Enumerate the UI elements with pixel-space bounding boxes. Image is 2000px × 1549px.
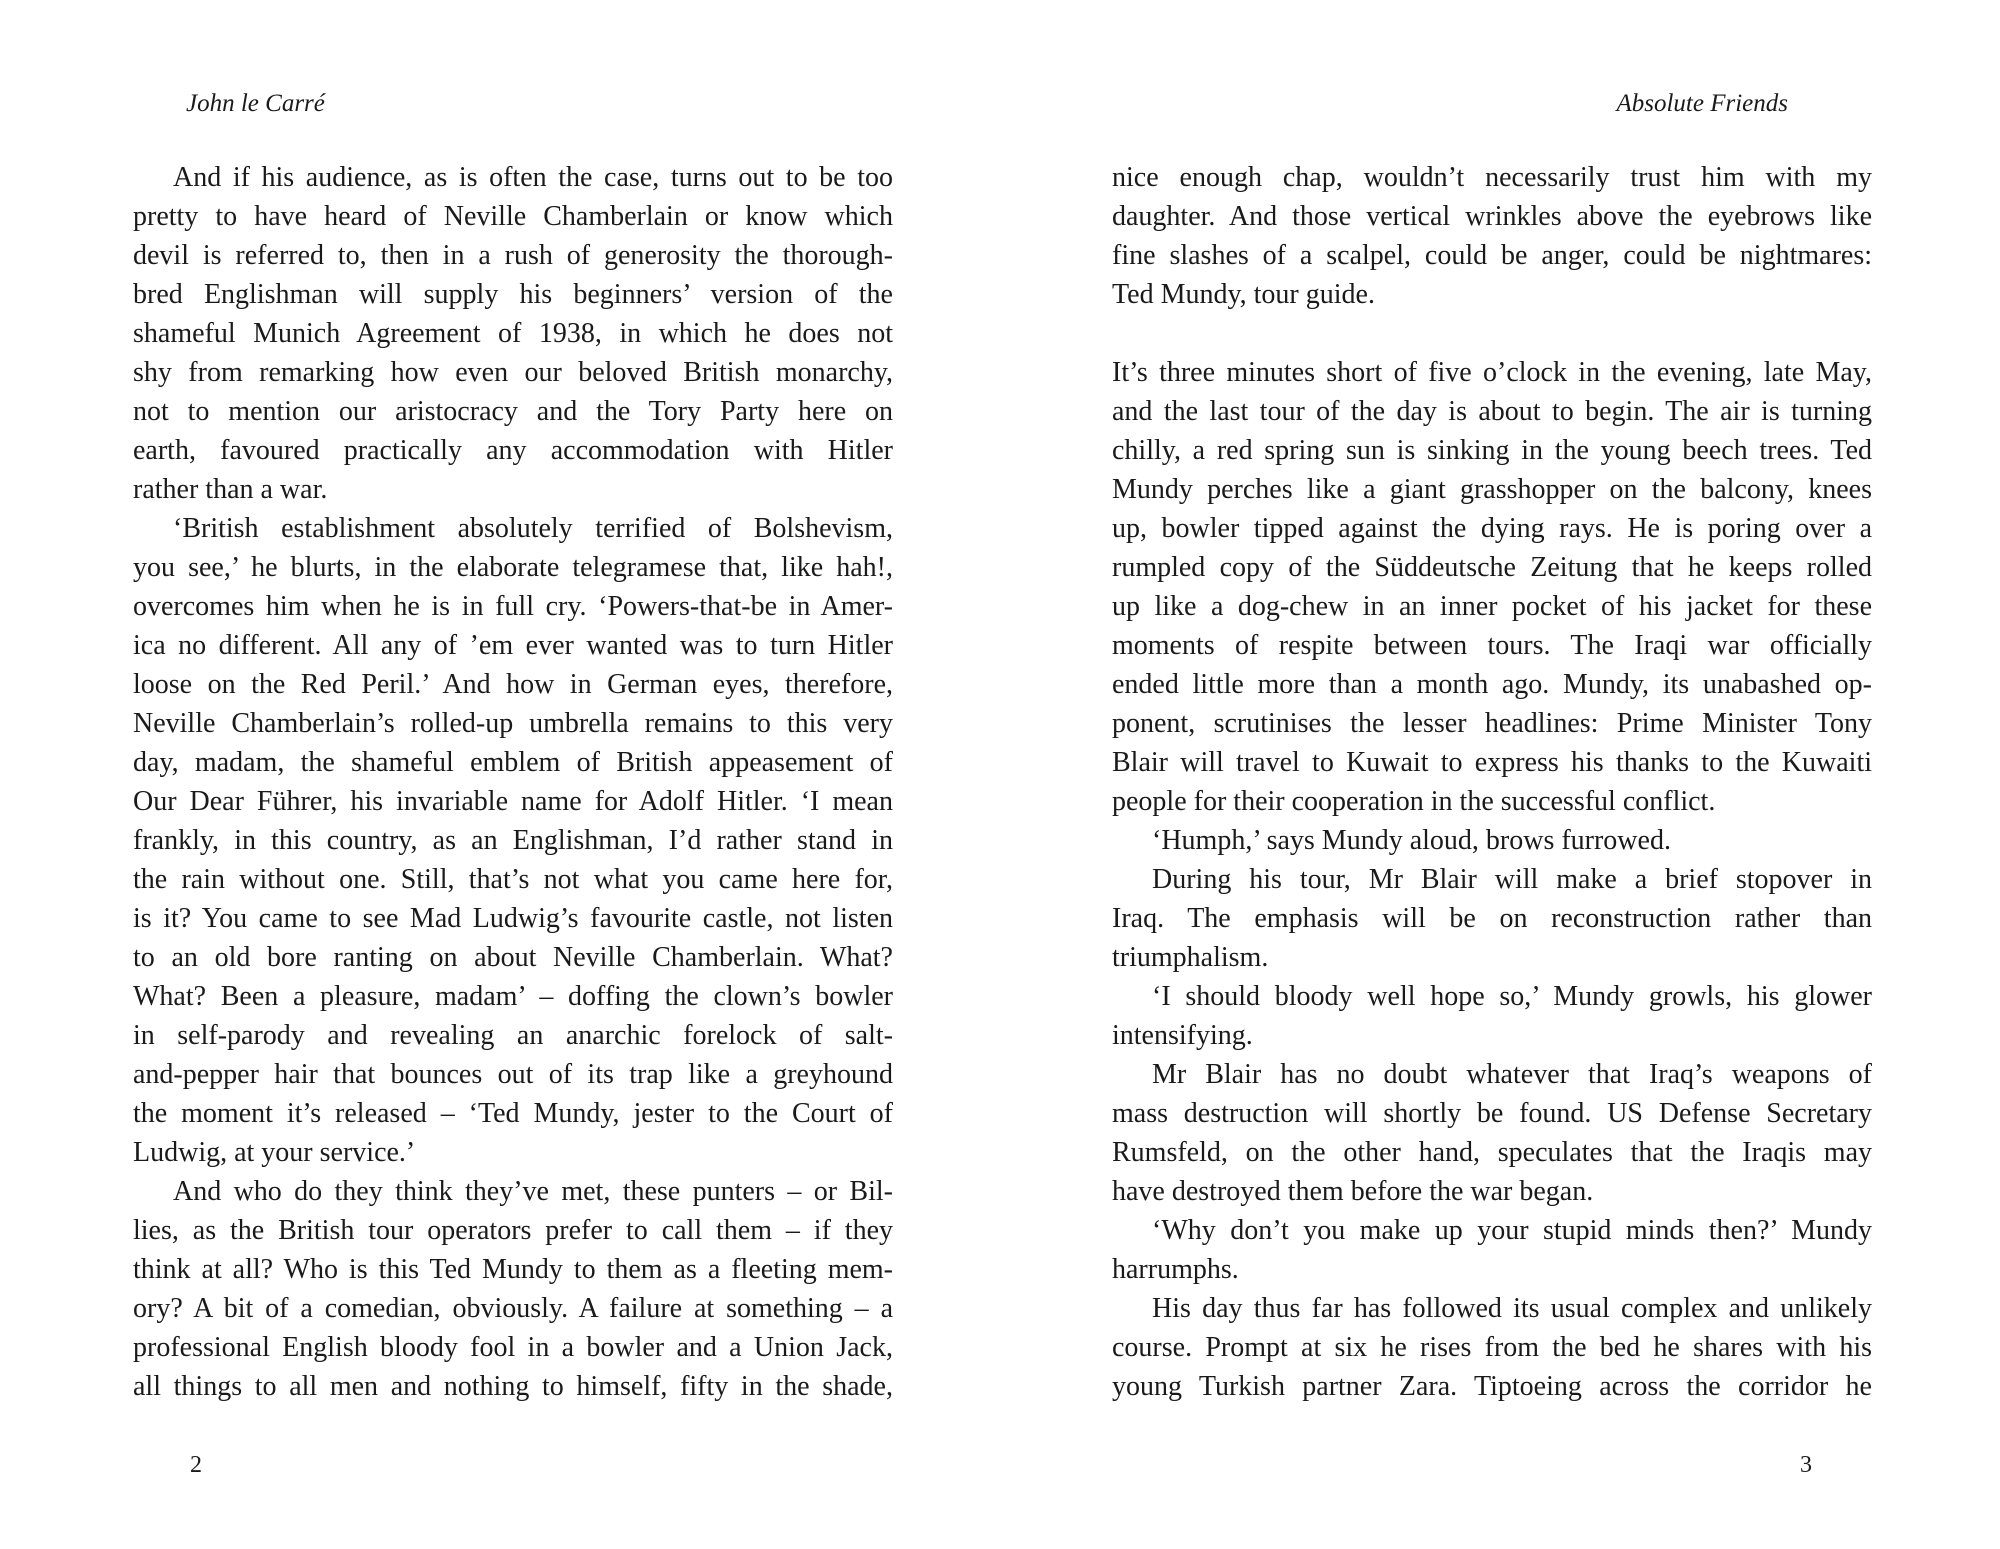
text-line: to an old bore ranting on about Neville Chamberlain. What? — [133, 942, 893, 973]
text-line: overcomes him when he is in full cry. ‘Powers-that-be in Amer- — [133, 591, 893, 622]
text-line: And if his audience, as is often the case, turns out to be too — [173, 162, 893, 193]
text-line: Iraq. The emphasis will be on reconstruction rather than — [1112, 903, 1872, 934]
text-line: rumpled copy of the Süddeutsche Zeitung that he keeps rolled — [1112, 552, 1872, 583]
text-line: bred Englishman will supply his beginners’ version of the — [133, 279, 893, 310]
text-line: Neville Chamberlain’s rolled-up umbrella remains to this very — [133, 708, 893, 739]
text-line: triumphalism. — [1112, 942, 1269, 973]
text-line: fine slashes of a scalpel, could be anger, could be nightmares: — [1112, 240, 1872, 271]
text-line: and the last tour of the day is about to begin. The air is turning — [1112, 396, 1872, 427]
text-line: the rain without one. Still, that’s not what you came here for, — [133, 864, 893, 895]
text-line: ‘Humph,’ says Mundy aloud, brows furrowed. — [1152, 825, 1671, 856]
text-line: up, bowler tipped against the dying rays. He is poring over a — [1112, 513, 1872, 544]
text-line: Our Dear Führer, his invariable name for Adolf Hitler. ‘I mean — [133, 786, 893, 817]
text-line: loose on the Red Peril.’ And how in German eyes, therefore, — [133, 669, 893, 700]
text-line: During his tour, Mr Blair will make a brief stopover in — [1152, 864, 1872, 895]
text-line: people for their cooperation in the successful conflict. — [1112, 786, 1716, 817]
text-line: shameful Munich Agreement of 1938, in which he does not — [133, 318, 893, 349]
text-line: not to mention our aristocracy and the Tory Party here on — [133, 396, 893, 427]
text-line: think at all? Who is this Ted Mundy to them as a fleeting mem- — [133, 1254, 893, 1285]
text-line: ponent, scrutinises the lesser headlines: Prime Minister Tony — [1112, 708, 1872, 739]
text-line: frankly, in this country, as an Englishman, I’d rather stand in — [133, 825, 893, 856]
text-line: ‘Why don’t you make up your stupid minds then?’ Mundy — [1152, 1215, 1872, 1246]
text-line: moments of respite between tours. The Iraqi war officially — [1112, 630, 1872, 661]
text-line: nice enough chap, wouldn’t necessarily trust him with my — [1112, 162, 1872, 193]
body-text-right — [1112, 158, 1872, 1406]
text-line: Rumsfeld, on the other hand, speculates that the Iraqis may — [1112, 1137, 1872, 1168]
text-line: intensifying. — [1112, 1020, 1253, 1051]
text-line: Mr Blair has no doubt whatever that Iraq’s weapons of — [1152, 1059, 1872, 1090]
section-break — [1112, 314, 1872, 353]
body-text-left — [133, 158, 893, 1406]
text-line: day, madam, the shameful emblem of British appeasement of — [133, 747, 893, 778]
text-line: ica no different. All any of ’em ever wanted was to turn Hitler — [133, 630, 893, 661]
text-line: chilly, a red spring sun is sinking in the young beech trees. Ted — [1112, 435, 1872, 466]
text-line: course. Prompt at six he rises from the bed he shares with his — [1112, 1332, 1872, 1363]
text-line: devil is referred to, then in a rush of generosity the thorough- — [133, 240, 893, 271]
text-line: ory? A bit of a comedian, obviously. A failure at something – a — [133, 1293, 893, 1324]
text-line: lies, as the British tour operators prefer to call them – if they — [133, 1215, 893, 1246]
text-line: Ted Mundy, tour guide. — [1112, 279, 1375, 310]
text-line: His day thus far has followed its usual complex and unlikely — [1152, 1293, 1872, 1324]
text-line: And who do they think they’ve met, these punters – or Bil- — [173, 1176, 893, 1207]
text-line: What? Been a pleasure, madam’ – doffing the clown’s bowler — [133, 981, 893, 1012]
text-line: shy from remarking how even our beloved British monarchy, — [133, 357, 893, 388]
text-line: have destroyed them before the war began. — [1112, 1176, 1594, 1207]
text-line: and-pepper hair that bounces out of its trap like a greyhound — [133, 1059, 893, 1090]
text-line: up like a dog-chew in an inner pocket of his jacket for these — [1112, 591, 1872, 622]
text-line: Blair will travel to Kuwait to express his thanks to the Kuwaiti — [1112, 747, 1872, 778]
text-line: pretty to have heard of Neville Chamberlain or know which — [133, 201, 893, 232]
text-line: daughter. And those vertical wrinkles above the eyebrows like — [1112, 201, 1872, 232]
running-head-author: John le Carré — [186, 90, 325, 117]
running-head-title: Absolute Friends — [1616, 90, 1788, 117]
text-line: all things to all men and nothing to himself, fifty in the shade, — [133, 1371, 893, 1402]
text-line: young Turkish partner Zara. Tiptoeing across the corridor he — [1112, 1371, 1872, 1402]
page-number-right: 3 — [1800, 1452, 1812, 1478]
page-number-left: 2 — [190, 1452, 202, 1478]
text-line: ended little more than a month ago. Mundy, its unabashed op- — [1112, 669, 1872, 700]
right-page — [1000, 0, 2000, 1549]
text-line: rather than a war. — [133, 474, 328, 505]
text-line: the moment it’s released – ‘Ted Mundy, jester to the Court of — [133, 1098, 893, 1129]
text-line: mass destruction will shortly be found. US Defense Secretary — [1112, 1098, 1872, 1129]
text-line: Mundy perches like a giant grasshopper on the balcony, knees — [1112, 474, 1872, 505]
text-line: earth, favoured practically any accommodation with Hitler — [133, 435, 893, 466]
text-line: in self-parody and revealing an anarchic forelock of salt- — [133, 1020, 893, 1051]
text-line: is it? You came to see Mad Ludwig’s favourite castle, not listen — [133, 903, 893, 934]
text-line: ‘I should bloody well hope so,’ Mundy growls, his glower — [1152, 981, 1872, 1012]
text-line: It’s three minutes short of five o’clock in the evening, late May, — [1112, 357, 1872, 388]
text-line: harrumphs. — [1112, 1254, 1239, 1285]
text-line: professional English bloody fool in a bowler and a Union Jack, — [133, 1332, 893, 1363]
text-line: you see,’ he blurts, in the elaborate telegramese that, like hah!, — [133, 552, 893, 583]
text-line: ‘British establishment absolutely terrified of Bolshevism, — [173, 513, 893, 544]
text-line: Ludwig, at your service.’ — [133, 1137, 416, 1168]
